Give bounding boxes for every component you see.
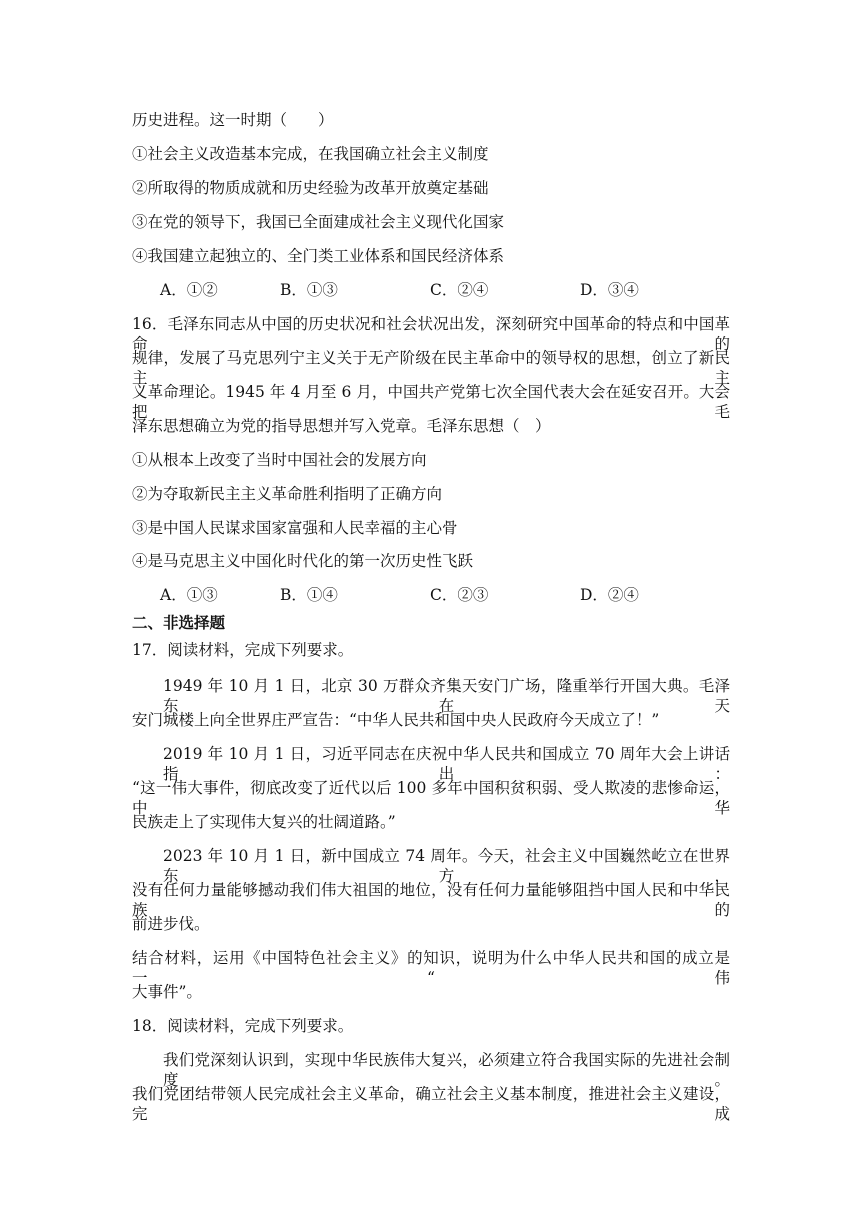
q16-stem-line-4: 泽东思想确立为党的指导思想并写入党章。毛泽东思想（ ） (132, 417, 551, 435)
q15-item-2: ②所取得的物质成就和历史经验为改革开放奠定基础 (132, 179, 489, 197)
q17-para1-line-2: 安门城楼上向全世界庄严宣告：“中华人民共和国中央人民政府今天成立了！” (132, 711, 660, 729)
q16-item-3: ③是中国人民谋求国家富强和人民幸福的主心骨 (132, 519, 458, 537)
q17-para1-line-1: 1949 年 10 月 1 日，北京 30 万群众齐集天安门广场，隆重举行开国大典。毛泽东在天 (163, 677, 730, 715)
q16-stem-line-1: 16．毛泽东同志从中国的历史状况和社会状况出发，深刻研究中国革命的特点和中国革命的 (132, 315, 730, 353)
q18-para1-line-1: 我们党深刻认识到，实现中华民族伟大复兴，必须建立符合我国实际的先进社会制度。 (163, 1051, 730, 1089)
q15-option-c: C．②④ (430, 281, 489, 299)
q15-item-1: ①社会主义改造基本完成，在我国确立社会主义制度 (132, 145, 489, 163)
q16-option-c: C．②③ (430, 586, 489, 604)
q15-option-d: D．③④ (580, 281, 639, 299)
q16-item-4: ④是马克思主义中国化时代化的第一次历史性飞跃 (132, 552, 474, 570)
q17-question-line-1: 结合材料，运用《中国特色社会主义》的知识，说明为什么中华人民共和国的成立是一“伟 (132, 949, 730, 987)
q15-item-4: ④我国建立起独立的、全门类工业体系和国民经济体系 (132, 247, 505, 265)
q15-option-b: B．①③ (280, 281, 338, 299)
section-heading: 二、非选择题 (132, 613, 226, 632)
q17-para3-line-3: 前进步伐。 (132, 915, 210, 933)
q17-para3-line-1: 2023 年 10 月 1 日，新中国成立 74 周年。今天，社会主义中国巍然屹立在世界东方， (163, 847, 730, 885)
q16-item-1: ①从根本上改变了当时中国社会的发展方向 (132, 451, 427, 469)
q18-title: 18．阅读材料，完成下列要求。 (132, 1017, 354, 1035)
q16-option-b: B．①④ (280, 586, 338, 604)
q16-option-d: D．②④ (580, 586, 639, 604)
q17-para2-line-1: 2019 年 10 月 1 日，习近平同志在庆祝中华人民共和国成立 70 周年大会上讲话指出： (163, 745, 730, 783)
q16-stem-line-3: 义革命理论。1945 年 4 月至 6 月，中国共产党第七次全国代表大会在延安召开。大会把毛 (132, 383, 730, 421)
q17-para3-line-2: 没有任何力量能够撼动我们伟大祖国的地位，没有任何力量能够阻挡中国人民和中华民族的 (132, 881, 730, 919)
q18-para1-line-2: 我们党团结带领人民完成社会主义革命，确立社会主义基本制度，推进社会主义建设，完成 (132, 1085, 730, 1123)
q15-stem-end: 历史进程。这一时期（ ） (132, 111, 334, 129)
q17-title: 17．阅读材料，完成下列要求。 (132, 641, 354, 659)
q15-item-3: ③在党的领导下，我国已全面建成社会主义现代化国家 (132, 213, 505, 231)
q17-para2-line-2: “这一伟大事件，彻底改变了近代以后 100 多年中国积贫积弱、受人欺凌的悲惨命运，中华 (132, 779, 730, 817)
q17-para2-line-3: 民族走上了实现伟大复兴的壮阔道路。” (132, 813, 396, 831)
q17-question-line-2: 大事件”。 (132, 983, 202, 1001)
q16-option-a: A．①③ (160, 586, 218, 604)
q16-item-2: ②为夺取新民主主义革命胜利指明了正确方向 (132, 485, 443, 503)
q16-stem-line-2: 规律，发展了马克思列宁主义关于无产阶级在民主革命中的领导权的思想，创立了新民主主 (132, 349, 730, 387)
q15-option-a: A．①② (160, 281, 218, 299)
